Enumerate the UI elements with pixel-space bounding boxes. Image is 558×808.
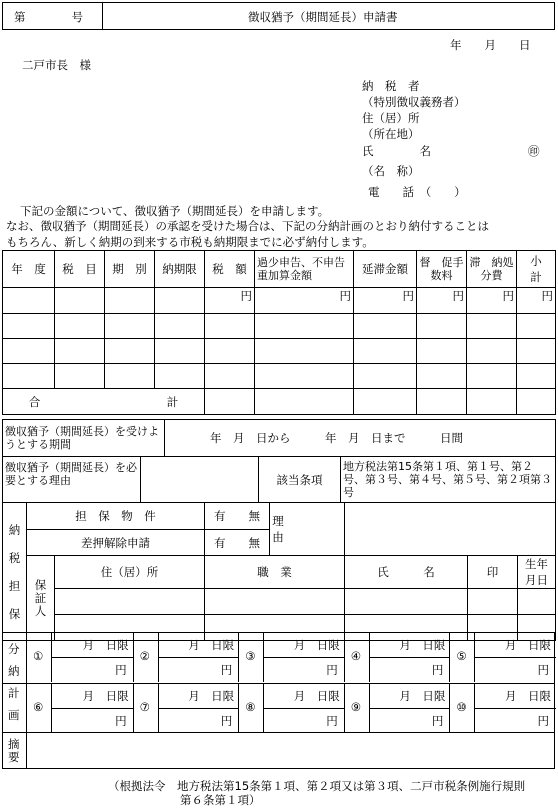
form-title: 徴収猶予（期間延長）申請書 [248, 10, 398, 24]
corp-name-label: （名 称） [362, 164, 420, 178]
installment-amount[interactable]: 円 [220, 714, 233, 728]
table-cell[interactable] [3, 364, 55, 389]
table-cell[interactable] [517, 314, 556, 339]
installment-row-divider [158, 708, 240, 709]
guarantor-col-job: 職 業 [205, 556, 345, 589]
installment-cell [344, 683, 450, 733]
collateral-item-label: 担 保 物 件 [27, 503, 205, 530]
table-row [3, 314, 556, 339]
table-cell[interactable] [55, 314, 105, 339]
collateral-reason-value[interactable] [345, 503, 556, 556]
table-cell[interactable] [155, 314, 205, 339]
period-value[interactable]: 年 月 日から 年 月 日まで 日間 [165, 420, 556, 457]
installment-cell [133, 683, 239, 733]
table-cell[interactable]: 円 [517, 288, 556, 314]
table-cell[interactable]: 円 [354, 288, 417, 314]
article-label: 該当条項 [259, 457, 341, 503]
table-cell[interactable] [105, 364, 155, 389]
installment-row-divider [263, 657, 345, 658]
number-label: 第 号 [14, 10, 83, 24]
table-cell[interactable] [417, 389, 467, 415]
guarantor-col-birth: 生年月日 [518, 556, 556, 589]
installment-number: ⑨ [350, 700, 362, 714]
table-cell[interactable] [105, 288, 155, 314]
col-late-fee: 延滞金額 [354, 251, 417, 288]
table-cell[interactable] [517, 339, 556, 364]
table-cell[interactable] [55, 288, 105, 314]
installment-due[interactable]: 月 日限 [293, 638, 340, 652]
table-cell[interactable] [417, 314, 467, 339]
installment-due[interactable]: 月 日限 [504, 638, 551, 652]
seal-mark: ㊞ [528, 144, 540, 158]
table-cell[interactable] [518, 589, 556, 615]
table-cell[interactable] [205, 389, 255, 415]
installment-amount[interactable]: 円 [537, 663, 549, 677]
col-reminder-fee: 督 促手数料 [417, 251, 467, 288]
table-row [3, 339, 556, 364]
installment-number: ⑧ [245, 700, 256, 714]
installment-side-label: 分納計画 [8, 642, 20, 722]
installment-number: ⑩ [456, 700, 467, 714]
installment-cell [133, 632, 239, 682]
installment-row-divider [369, 657, 451, 658]
installment-cell [238, 683, 344, 733]
tax-table [2, 250, 556, 415]
installment-amount[interactable]: 円 [431, 663, 444, 677]
installment-number: ⑥ [33, 700, 44, 714]
table-cell[interactable] [354, 364, 417, 389]
reason-value[interactable] [141, 457, 259, 503]
col-year: 年 度 [3, 251, 55, 288]
table-cell[interactable] [354, 314, 417, 339]
reason-label: 徴収猶予（期間延長）を必要とする理由 [3, 457, 141, 503]
installment-due[interactable]: 月 日限 [399, 689, 446, 703]
intro-line-2: なお、徴収猶予（期間延長）の承認を受けた場合は、下記の分納計画のとおり納付することは [6, 219, 489, 233]
col-period: 期 別 [105, 251, 155, 288]
installment-row-divider [51, 708, 133, 709]
installment-row-divider [51, 657, 133, 658]
table-cell[interactable] [255, 339, 354, 364]
table-cell[interactable] [467, 339, 517, 364]
table-cell[interactable] [417, 339, 467, 364]
table-cell[interactable] [3, 314, 55, 339]
table-cell[interactable] [255, 314, 354, 339]
table-cell[interactable]: 円 [255, 288, 354, 314]
total-row [3, 389, 556, 415]
installment-amount[interactable]: 円 [220, 663, 233, 677]
table-cell[interactable] [3, 339, 55, 364]
installment-number: ① [33, 649, 44, 663]
table-cell[interactable] [155, 339, 205, 364]
remarks-divider [26, 733, 27, 769]
table-cell[interactable] [255, 389, 354, 415]
col-tax-item: 税 目 [55, 251, 105, 288]
installment-row-divider [474, 708, 556, 709]
table-cell[interactable] [345, 589, 468, 615]
article-text: 地方税法第15条第１項、第１号、第２号、第３号、第４号、第５号、第２項第３号 [341, 457, 556, 503]
date-line: 年 月 日 [450, 38, 531, 52]
tax-table-header [3, 251, 556, 288]
installment-amount[interactable]: 円 [326, 663, 338, 677]
reason-table [2, 456, 556, 503]
installment-due[interactable]: 月 日限 [82, 689, 129, 703]
table-cell[interactable] [205, 314, 255, 339]
installment-cell [27, 683, 133, 733]
table-cell[interactable] [3, 288, 55, 314]
installment-row-divider [158, 657, 240, 658]
installment-row-divider [369, 708, 451, 709]
installment-cell [27, 632, 133, 682]
release-request-label: 差押解除申請 [27, 530, 205, 556]
table-cell[interactable] [55, 364, 105, 389]
table-cell[interactable] [517, 389, 556, 415]
special-collector-label: （特別徴収義務者） [362, 95, 466, 109]
intro-line-3: もちろん、新しく納期の到来する市税も納期限までに必ず納付します。 [6, 235, 374, 249]
installment-amount[interactable]: 円 [537, 714, 549, 728]
table-cell[interactable] [105, 314, 155, 339]
installment-cell [449, 683, 555, 733]
remarks-field[interactable] [28, 734, 553, 768]
installment-number: ④ [350, 649, 362, 663]
table-cell[interactable] [468, 589, 518, 615]
guarantor-col-seal: 印 [468, 556, 518, 589]
remarks-label: 摘要 [8, 737, 20, 764]
table-cell[interactable] [205, 339, 255, 364]
table-cell[interactable] [105, 339, 155, 364]
installment-cell [449, 632, 555, 682]
installment-due[interactable]: 月 日限 [399, 638, 446, 652]
installment-number: ⑤ [456, 649, 467, 663]
phone-label: 電 話 （ ） [368, 185, 466, 199]
installment-amount[interactable]: 円 [326, 714, 338, 728]
col-due-date: 納期限 [155, 251, 205, 288]
table-cell[interactable] [255, 364, 354, 389]
installment-row-divider [263, 708, 345, 709]
collateral-table [2, 502, 556, 641]
installment-number: ② [139, 649, 150, 663]
installment-amount[interactable]: 円 [115, 663, 127, 677]
guarantor-col-name: 氏 名 [345, 556, 468, 589]
installment-due[interactable]: 月 日限 [188, 638, 235, 652]
installment-number: ⑦ [139, 700, 150, 714]
table-cell[interactable] [155, 288, 205, 314]
table-cell[interactable] [155, 364, 205, 389]
table-cell[interactable] [417, 364, 467, 389]
header-divider [102, 2, 103, 30]
table-cell[interactable] [354, 339, 417, 364]
addressee: 二戸市長 様 [22, 58, 91, 72]
footer-line-2: 第６条第１項） [180, 793, 261, 807]
table-cell[interactable] [517, 364, 556, 389]
collateral-reason-label: 理 由 [270, 503, 345, 556]
installment-number: ③ [245, 649, 256, 663]
period-label: 徴収猶予（期間延長）を受けようとする期間 [3, 420, 165, 457]
installment-due[interactable]: 月 日限 [504, 689, 551, 703]
table-cell[interactable]: 円 [467, 288, 517, 314]
table-cell[interactable] [55, 589, 205, 615]
address-label: 住（居）所 [362, 111, 420, 125]
table-cell[interactable] [205, 589, 345, 615]
table-cell[interactable]: 円 [417, 288, 467, 314]
table-row [3, 364, 556, 389]
guarantor-col-address: 住（居）所 [55, 556, 205, 589]
total-label: 合 計 [3, 389, 205, 415]
collateral-item-status[interactable]: 有 無 [205, 503, 270, 530]
footer-line-1: （根拠法令 地方税法第15条第１項、第２項又は第３項、二戸市税条例施行規則 [108, 779, 526, 793]
installment-due[interactable]: 月 日限 [188, 689, 235, 703]
name-label: 氏 名 [362, 144, 431, 158]
table-cell[interactable]: 円 [205, 288, 255, 314]
col-tax-amount: 税 額 [205, 251, 255, 288]
guarantor-label: 保証人 [27, 556, 55, 641]
installment-due[interactable]: 月 日限 [293, 689, 340, 703]
col-penalty: 過少申告、不申告重加算金額 [255, 251, 354, 288]
table-cell[interactable] [55, 339, 105, 364]
installment-amount[interactable]: 円 [431, 714, 444, 728]
period-table [2, 419, 556, 457]
taxpayer-label: 納 税 者 [362, 79, 420, 93]
col-disposal-fee: 滞 納処分費 [467, 251, 517, 288]
table-cell[interactable] [205, 364, 255, 389]
installment-row-divider [474, 657, 556, 658]
table-cell[interactable] [354, 389, 417, 415]
table-cell[interactable] [467, 389, 517, 415]
release-request-status[interactable]: 有 無 [205, 530, 270, 556]
table-cell[interactable] [467, 314, 517, 339]
table-cell[interactable] [467, 364, 517, 389]
collateral-side-label: 納税担保 [3, 503, 27, 641]
location-label: （所在地） [362, 127, 420, 141]
col-subtotal: 小 計 [517, 251, 556, 288]
installment-amount[interactable]: 円 [115, 714, 127, 728]
installment-cell [238, 632, 344, 682]
installment-cell [344, 632, 450, 682]
installment-due[interactable]: 月 日限 [82, 638, 129, 652]
table-row [3, 288, 556, 314]
intro-line-1: 下記の金額について、徴収猶予（期間延長）を申請します。 [20, 204, 330, 218]
